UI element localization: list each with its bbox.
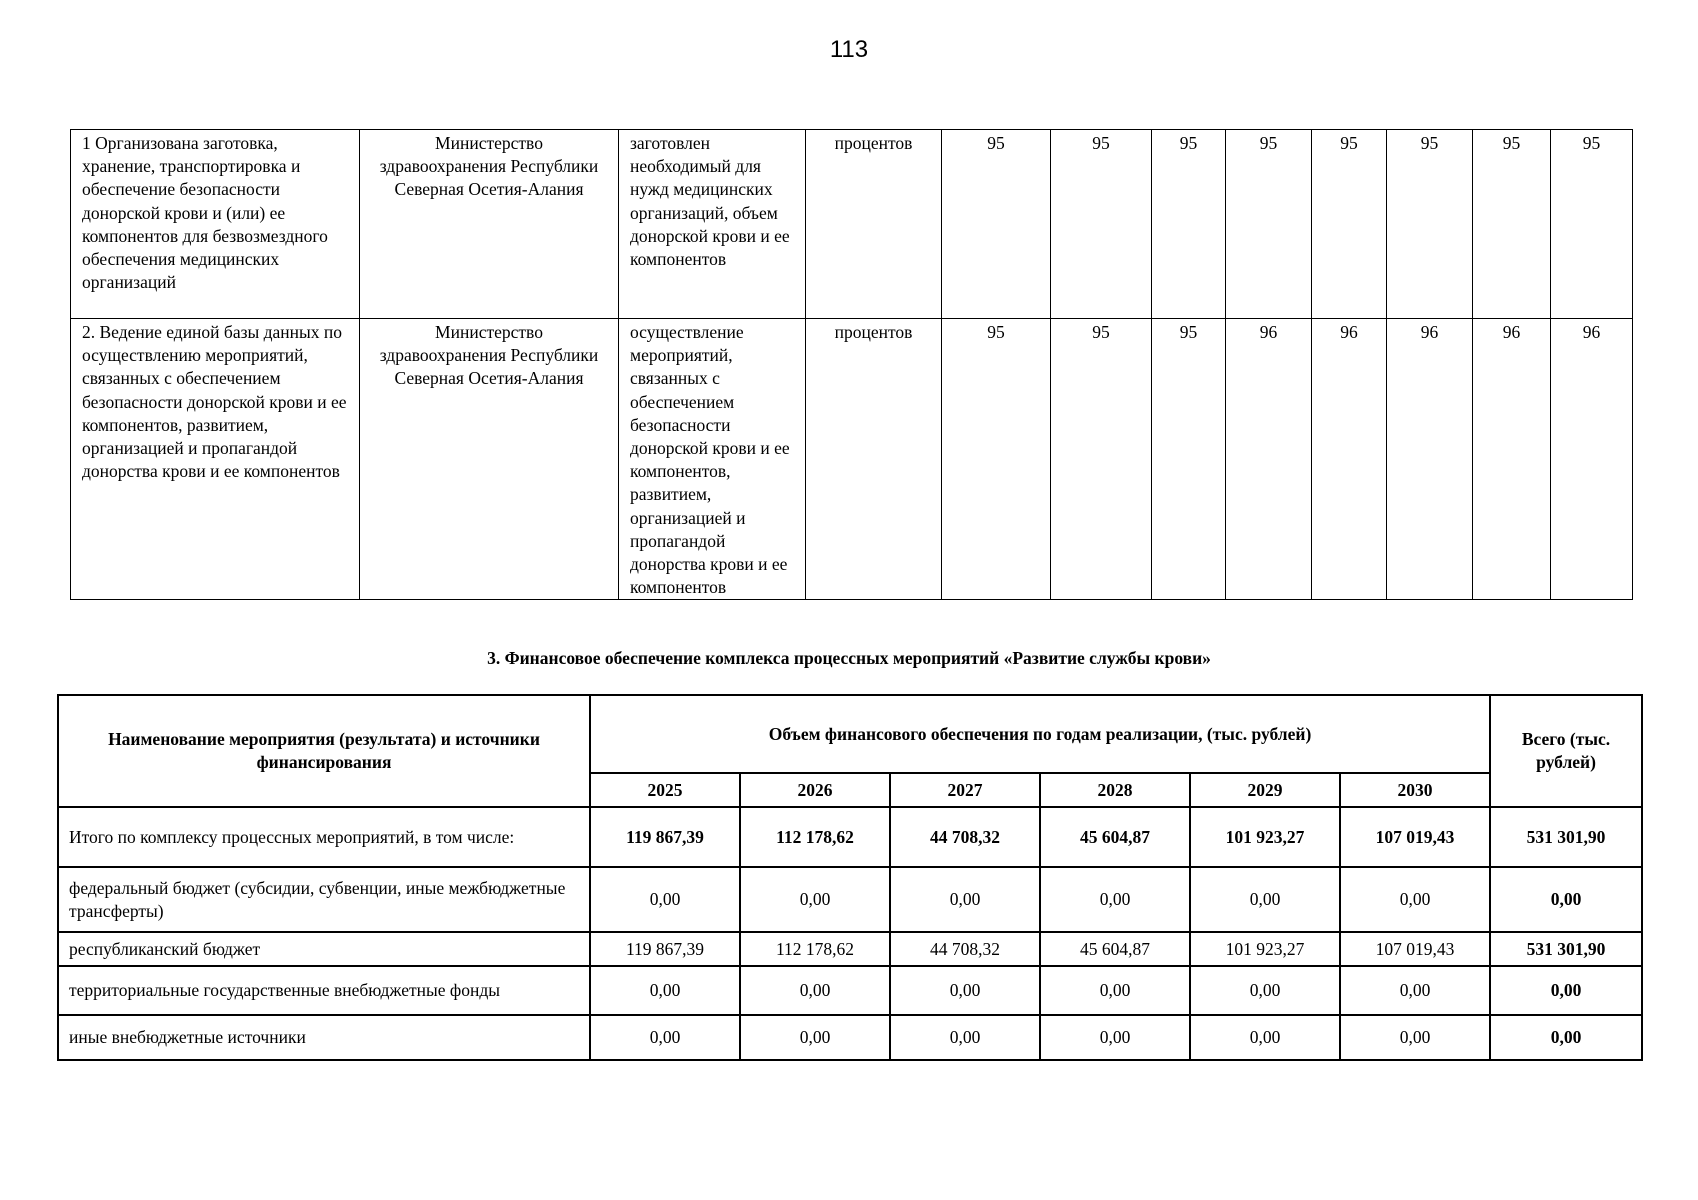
row-value: 44 708,32 bbox=[890, 807, 1040, 867]
row-value: 0,00 bbox=[1040, 1015, 1190, 1060]
row-label: Итого по комплексу процессных мероприятий, в том числе: bbox=[58, 807, 590, 867]
finance-row-state-funds bbox=[58, 966, 1642, 1015]
row-value: 112 178,62 bbox=[740, 932, 890, 966]
row-total: 531 301,90 bbox=[1490, 807, 1642, 867]
row-value: 119 867,39 bbox=[590, 932, 740, 966]
row-label: федеральный бюджет (субсидии, субвенции, иные межбюджетные трансферты) bbox=[58, 867, 590, 932]
indicator-value: 95 bbox=[1051, 319, 1152, 600]
year-header: 2027 bbox=[890, 773, 1040, 807]
finance-table bbox=[57, 694, 1643, 1061]
row-value: 0,00 bbox=[740, 1015, 890, 1060]
header-name: Наименование мероприятия (результата) и источники финансирования bbox=[58, 695, 590, 807]
indicator-name: 2. Ведение единой базы данных по осуществлению мероприятий, связанных с обеспечением безопасности донорской крови и ее компонентов, развитием, организацией и пропагандой донорства крови и ее компонентов bbox=[71, 319, 360, 600]
row-value: 107 019,43 bbox=[1340, 807, 1490, 867]
row-value: 119 867,39 bbox=[590, 807, 740, 867]
year-header: 2028 bbox=[1040, 773, 1190, 807]
finance-row-federal bbox=[58, 867, 1642, 932]
row-value: 0,00 bbox=[1190, 966, 1340, 1015]
row-value: 0,00 bbox=[1340, 1015, 1490, 1060]
indicator-value: 95 bbox=[1312, 130, 1387, 319]
row-value: 45 604,87 bbox=[1040, 932, 1190, 966]
indicator-result: заготовлен необходимый для нужд медицинских организаций, объем донорской крови и ее компонентов bbox=[619, 130, 806, 319]
row-value: 0,00 bbox=[1340, 966, 1490, 1015]
page-number: 113 bbox=[829, 36, 869, 63]
row-value: 45 604,87 bbox=[1040, 807, 1190, 867]
row-value: 112 178,62 bbox=[740, 807, 890, 867]
indicator-value: 95 bbox=[1152, 319, 1226, 600]
header-total: Всего (тыс. рублей) bbox=[1490, 695, 1642, 807]
finance-row-total bbox=[58, 807, 1642, 867]
indicator-unit: процентов bbox=[806, 130, 942, 319]
indicator-value: 95 bbox=[1226, 130, 1312, 319]
row-value: 0,00 bbox=[590, 867, 740, 932]
row-value: 0,00 bbox=[1040, 966, 1190, 1015]
indicator-value: 95 bbox=[1387, 130, 1473, 319]
indicator-value: 96 bbox=[1226, 319, 1312, 600]
year-header: 2026 bbox=[740, 773, 890, 807]
row-value: 0,00 bbox=[890, 867, 1040, 932]
row-total: 0,00 bbox=[1490, 1015, 1642, 1060]
year-header: 2025 bbox=[590, 773, 740, 807]
row-value: 0,00 bbox=[740, 867, 890, 932]
indicator-value: 95 bbox=[942, 319, 1051, 600]
finance-row-republic bbox=[58, 932, 1642, 966]
row-value: 0,00 bbox=[890, 1015, 1040, 1060]
row-value: 0,00 bbox=[1190, 867, 1340, 932]
indicator-result: осуществление мероприятий, связанных с обеспечением безопасности донорской крови и ее компонентов, развитием, организацией и пропагандой донорства крови и ее компонентов bbox=[619, 319, 806, 600]
row-value: 0,00 bbox=[1340, 867, 1490, 932]
row-value: 44 708,32 bbox=[890, 932, 1040, 966]
indicator-name: 1 Организована заготовка, хранение, транспортировка и обеспечение безопасности донорской крови и (или) ее компонентов для безвозмездного обеспечения медицинских организаций bbox=[71, 130, 360, 319]
indicator-value: 96 bbox=[1473, 319, 1551, 600]
indicator-value: 96 bbox=[1551, 319, 1633, 600]
row-label: территориальные государственные внебюджетные фонды bbox=[58, 966, 590, 1015]
row-value: 101 923,27 bbox=[1190, 932, 1340, 966]
indicator-value: 96 bbox=[1387, 319, 1473, 600]
indicator-responsible: Министерство здравоохранения Республики Северная Осетия-Алания bbox=[360, 130, 619, 319]
indicators-row bbox=[71, 130, 1633, 319]
section-title: 3. Финансовое обеспечение комплекса процессных мероприятий «Развитие службы крови» bbox=[487, 648, 1211, 668]
indicators-row bbox=[71, 319, 1633, 600]
row-label: республиканский бюджет bbox=[58, 932, 590, 966]
row-value: 0,00 bbox=[590, 966, 740, 1015]
row-label: иные внебюджетные источники bbox=[58, 1015, 590, 1060]
indicator-value: 95 bbox=[1152, 130, 1226, 319]
row-value: 0,00 bbox=[1040, 867, 1190, 932]
indicators-table bbox=[70, 129, 1633, 600]
indicator-responsible: Министерство здравоохранения Республики Северная Осетия-Алания bbox=[360, 319, 619, 600]
row-value: 101 923,27 bbox=[1190, 807, 1340, 867]
indicator-unit: процентов bbox=[806, 319, 942, 600]
row-value: 0,00 bbox=[740, 966, 890, 1015]
row-value: 0,00 bbox=[590, 1015, 740, 1060]
indicator-value: 95 bbox=[1551, 130, 1633, 319]
year-header: 2029 bbox=[1190, 773, 1340, 807]
finance-header-row bbox=[58, 695, 1642, 773]
header-volume: Объем финансового обеспечения по годам реализации, (тыс. рублей) bbox=[590, 695, 1490, 773]
finance-row-other bbox=[58, 1015, 1642, 1060]
row-value: 107 019,43 bbox=[1340, 932, 1490, 966]
row-value: 0,00 bbox=[890, 966, 1040, 1015]
row-total: 0,00 bbox=[1490, 867, 1642, 932]
row-value: 0,00 bbox=[1190, 1015, 1340, 1060]
row-total: 0,00 bbox=[1490, 966, 1642, 1015]
indicator-value: 95 bbox=[1473, 130, 1551, 319]
indicator-value: 95 bbox=[942, 130, 1051, 319]
row-total: 531 301,90 bbox=[1490, 932, 1642, 966]
indicator-value: 96 bbox=[1312, 319, 1387, 600]
indicator-value: 95 bbox=[1051, 130, 1152, 319]
year-header: 2030 bbox=[1340, 773, 1490, 807]
